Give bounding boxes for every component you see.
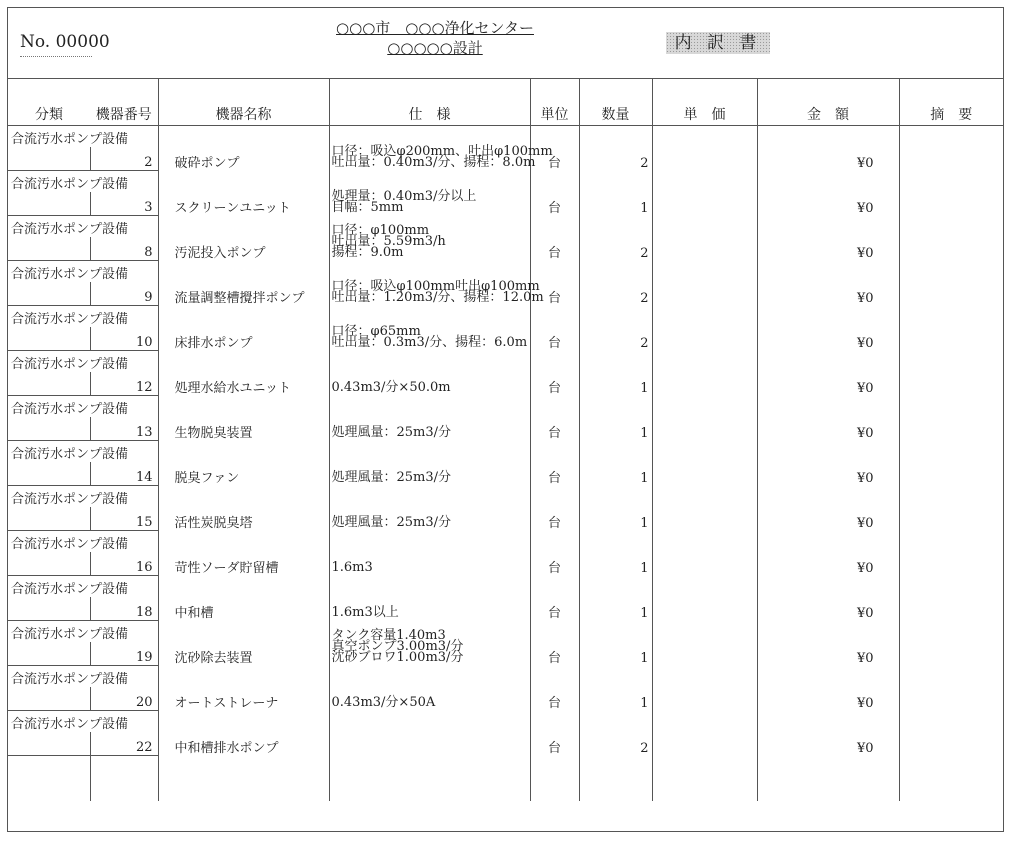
item-name: 生物脱臭装置: [158, 396, 329, 441]
item-equipment-no: 12: [90, 372, 158, 396]
item-name: 沈砂除去装置: [158, 621, 329, 666]
empty-remarks: [899, 756, 1003, 802]
item-spec: [329, 441, 530, 486]
item-name: 処理水給水ユニット: [158, 351, 329, 396]
item-amount: ¥0: [757, 711, 899, 756]
item-unit-price: [652, 666, 757, 711]
item-quantity: 1: [579, 441, 652, 486]
document-type-label: 内 訳 書: [666, 32, 770, 54]
empty-category: [8, 756, 90, 802]
item-category-spacer: [8, 327, 90, 351]
item-quantity: 1: [579, 576, 652, 621]
spec-line: 口径：吸込φ100mm吐出φ100mm: [331, 278, 540, 294]
item-name: 床排水ポンプ: [158, 306, 329, 351]
item-quantity: 2: [579, 306, 652, 351]
item-name: 流量調整槽攪拌ポンプ: [158, 261, 329, 306]
item-amount: ¥0: [757, 216, 899, 261]
item-unit-price: [652, 531, 757, 576]
item-unit: 台: [530, 441, 579, 486]
item-remarks: [899, 396, 1003, 441]
item-remarks: [899, 711, 1003, 756]
item-name: 活性炭脱臭塔: [158, 486, 329, 531]
item-equipment-no: 8: [90, 237, 158, 261]
item-amount: ¥0: [757, 261, 899, 306]
col-header-equipment-no: 機器番号: [90, 78, 158, 126]
item-remarks: [899, 216, 1003, 261]
spec-line: 目幅：5mm: [331, 199, 404, 215]
col-header-quantity: 数量: [579, 78, 652, 126]
item-category: 合流汚水ポンプ設備: [11, 582, 129, 597]
project-title: ○○○市 ○○○浄化センター: [336, 19, 534, 37]
spec-line: 1.6m3: [331, 559, 373, 575]
empty-unit: [530, 756, 579, 802]
item-unit-price: [652, 126, 757, 171]
item-unit-price: [652, 486, 757, 531]
table-row: [8, 441, 1003, 463]
item-amount: ¥0: [757, 126, 899, 171]
item-category-spacer: [8, 462, 90, 486]
item-amount: ¥0: [757, 621, 899, 666]
item-unit: 台: [530, 171, 579, 216]
item-quantity: 2: [579, 711, 652, 756]
item-quantity: 1: [579, 666, 652, 711]
empty-unit-price: [652, 756, 757, 802]
item-unit: 台: [530, 351, 579, 396]
item-unit-price: [652, 621, 757, 666]
table-row: [8, 576, 1003, 598]
item-amount: ¥0: [757, 576, 899, 621]
item-spec: [329, 396, 530, 441]
table-row: [8, 171, 1003, 193]
item-category: 合流汚水ポンプ設備: [11, 402, 129, 417]
spec-line: 吐出量：1.20m3/分、揚程：12.0m: [331, 289, 544, 305]
col-header-remarks: 摘 要: [899, 78, 1003, 126]
item-amount: ¥0: [757, 486, 899, 531]
item-spec: [329, 216, 530, 261]
item-unit-price: [652, 576, 757, 621]
table-row-empty: [8, 756, 1003, 802]
item-remarks: [899, 261, 1003, 306]
item-unit-price: [652, 216, 757, 261]
item-name: 脱臭ファン: [158, 441, 329, 486]
table-row: [8, 666, 1003, 688]
item-remarks: [899, 126, 1003, 171]
item-category: 合流汚水ポンプ設備: [11, 537, 129, 552]
spec-line: 真空ポンプ3.00m3/分: [331, 638, 464, 654]
document-number: No. 00000: [20, 32, 110, 52]
table-row: [8, 216, 1003, 238]
item-quantity: 1: [579, 171, 652, 216]
item-remarks: [899, 531, 1003, 576]
item-category: 合流汚水ポンプ設備: [11, 267, 129, 282]
table-row: [8, 306, 1003, 328]
item-unit: 台: [530, 531, 579, 576]
item-category: 合流汚水ポンプ設備: [11, 672, 129, 687]
spec-line: 処理量：0.40m3/分以上: [331, 188, 477, 204]
item-amount: ¥0: [757, 396, 899, 441]
item-equipment-no: 2: [90, 147, 158, 171]
item-equipment-no: 19: [90, 642, 158, 666]
item-unit: 台: [530, 666, 579, 711]
item-category-spacer: [8, 417, 90, 441]
item-amount: ¥0: [757, 531, 899, 576]
item-unit-price: [652, 306, 757, 351]
item-quantity: 1: [579, 621, 652, 666]
item-spec: [329, 666, 530, 711]
item-quantity: 1: [579, 531, 652, 576]
item-unit-price: [652, 441, 757, 486]
item-category-spacer: [8, 597, 90, 621]
item-remarks: [899, 576, 1003, 621]
spec-line: 処理風量：25m3/分: [331, 514, 452, 530]
item-unit-price: [652, 396, 757, 441]
item-unit-price: [652, 351, 757, 396]
item-category: 合流汚水ポンプ設備: [11, 492, 129, 507]
item-quantity: 2: [579, 261, 652, 306]
item-equipment-no: 22: [90, 732, 158, 756]
item-unit: 台: [530, 216, 579, 261]
col-header-unit: 単位: [530, 78, 579, 126]
table-row: [8, 126, 1003, 148]
table-row: [8, 711, 1003, 733]
item-unit: 台: [530, 621, 579, 666]
project-subtitle: ○○○○○設計: [387, 39, 483, 57]
item-unit: 台: [530, 126, 579, 171]
item-equipment-no: 18: [90, 597, 158, 621]
spec-line: 1.6m3以上: [331, 604, 399, 620]
item-unit-price: [652, 711, 757, 756]
col-header-equipment-name: 機器名称: [158, 78, 329, 126]
item-amount: ¥0: [757, 351, 899, 396]
item-name: 汚泥投入ポンプ: [158, 216, 329, 261]
empty-name: [158, 756, 329, 802]
item-equipment-no: 9: [90, 282, 158, 306]
col-header-category: 分類: [8, 78, 90, 126]
item-unit: 台: [530, 486, 579, 531]
estimate-sheet: [7, 7, 1004, 832]
item-name: 破砕ポンプ: [158, 126, 329, 171]
sheet-header: [8, 8, 1003, 79]
table-row: [8, 396, 1003, 418]
item-unit: 台: [530, 576, 579, 621]
item-category: 合流汚水ポンプ設備: [11, 447, 129, 462]
table-row: [8, 351, 1003, 373]
col-header-amount: 金 額: [757, 78, 899, 126]
spec-line: 0.43m3/分×50.0m: [331, 379, 451, 395]
item-spec: [329, 351, 530, 396]
item-quantity: 1: [579, 486, 652, 531]
spec-line: 吐出量：0.3m3/分、揚程：6.0m: [331, 334, 528, 350]
item-equipment-no: 16: [90, 552, 158, 576]
item-equipment-no: 3: [90, 192, 158, 216]
item-spec: [329, 486, 530, 531]
item-remarks: [899, 621, 1003, 666]
item-category-spacer: [8, 507, 90, 531]
table-header-row: [8, 78, 1003, 126]
item-category-spacer: [8, 282, 90, 306]
empty-equipment-no: [90, 756, 158, 802]
spec-line: タンク容量1.40m3: [331, 627, 446, 643]
item-quantity: 1: [579, 396, 652, 441]
item-category: 合流汚水ポンプ設備: [11, 717, 129, 732]
item-unit-price: [652, 171, 757, 216]
item-category-spacer: [8, 372, 90, 396]
item-amount: ¥0: [757, 306, 899, 351]
spec-line: 口径：φ65mm: [331, 323, 421, 339]
spec-line: 0.43m3/分×50A: [331, 694, 436, 710]
spec-line: 処理風量：25m3/分: [331, 469, 452, 485]
item-unit: 台: [530, 306, 579, 351]
item-equipment-no: 10: [90, 327, 158, 351]
empty-amount: [757, 756, 899, 802]
item-quantity: 2: [579, 126, 652, 171]
spec-line: 吐出量：0.40m3/分、揚程：8.0m: [331, 154, 536, 170]
spec-line: 吐出量：5.59m3/h: [331, 233, 446, 249]
item-name: 中和槽: [158, 576, 329, 621]
spec-line: 口径：φ100mm: [331, 222, 430, 238]
item-category-spacer: [8, 192, 90, 216]
item-spec: [329, 531, 530, 576]
item-spec: [329, 711, 530, 756]
table-row: [8, 621, 1003, 643]
item-category: 合流汚水ポンプ設備: [11, 357, 129, 372]
item-remarks: [899, 171, 1003, 216]
item-equipment-no: 15: [90, 507, 158, 531]
item-equipment-no: 14: [90, 462, 158, 486]
item-name: 苛性ソーダ貯留槽: [158, 531, 329, 576]
item-spec: [329, 306, 530, 351]
item-name: スクリーンユニット: [158, 171, 329, 216]
item-remarks: [899, 486, 1003, 531]
empty-spec: [329, 756, 530, 802]
empty-quantity: [579, 756, 652, 802]
item-category-spacer: [8, 147, 90, 171]
item-category-spacer: [8, 642, 90, 666]
item-equipment-no: 20: [90, 687, 158, 711]
item-amount: ¥0: [757, 441, 899, 486]
item-remarks: [899, 351, 1003, 396]
item-amount: ¥0: [757, 171, 899, 216]
item-unit-price: [652, 261, 757, 306]
item-category: 合流汚水ポンプ設備: [11, 312, 129, 327]
item-category-spacer: [8, 732, 90, 756]
item-remarks: [899, 666, 1003, 711]
item-spec: [329, 621, 530, 666]
col-header-spec: 仕 様: [329, 78, 530, 126]
table-row: [8, 531, 1003, 553]
spec-line: 処理風量：25m3/分: [331, 424, 452, 440]
item-category: 合流汚水ポンプ設備: [11, 627, 129, 642]
item-category-spacer: [8, 552, 90, 576]
spec-line: 口径：吸込φ200mm、吐出φ100mm: [331, 143, 553, 159]
table-row: [8, 486, 1003, 508]
spec-line: 揚程：9.0m: [331, 244, 404, 260]
table-row: [8, 261, 1003, 283]
breakdown-table: [8, 78, 1003, 801]
item-spec: [329, 171, 530, 216]
item-spec: [329, 576, 530, 621]
item-category: 合流汚水ポンプ設備: [11, 177, 129, 192]
item-amount: ¥0: [757, 666, 899, 711]
col-header-unit-price: 単 価: [652, 78, 757, 126]
item-name: オートストレーナ: [158, 666, 329, 711]
item-remarks: [899, 306, 1003, 351]
item-equipment-no: 13: [90, 417, 158, 441]
item-remarks: [899, 441, 1003, 486]
item-quantity: 1: [579, 351, 652, 396]
item-unit: 台: [530, 261, 579, 306]
item-category: 合流汚水ポンプ設備: [11, 222, 129, 237]
item-category-spacer: [8, 687, 90, 711]
item-quantity: 2: [579, 216, 652, 261]
item-unit: 台: [530, 396, 579, 441]
item-spec: [329, 126, 553, 171]
item-spec: [329, 261, 544, 306]
item-name: 中和槽排水ポンプ: [158, 711, 329, 756]
item-category-spacer: [8, 237, 90, 261]
spec-line: 沈砂ブロワ1.00m3/分: [331, 649, 464, 665]
item-category: 合流汚水ポンプ設備: [11, 132, 129, 147]
item-unit: 台: [530, 711, 579, 756]
document-number-underline: [20, 56, 92, 57]
